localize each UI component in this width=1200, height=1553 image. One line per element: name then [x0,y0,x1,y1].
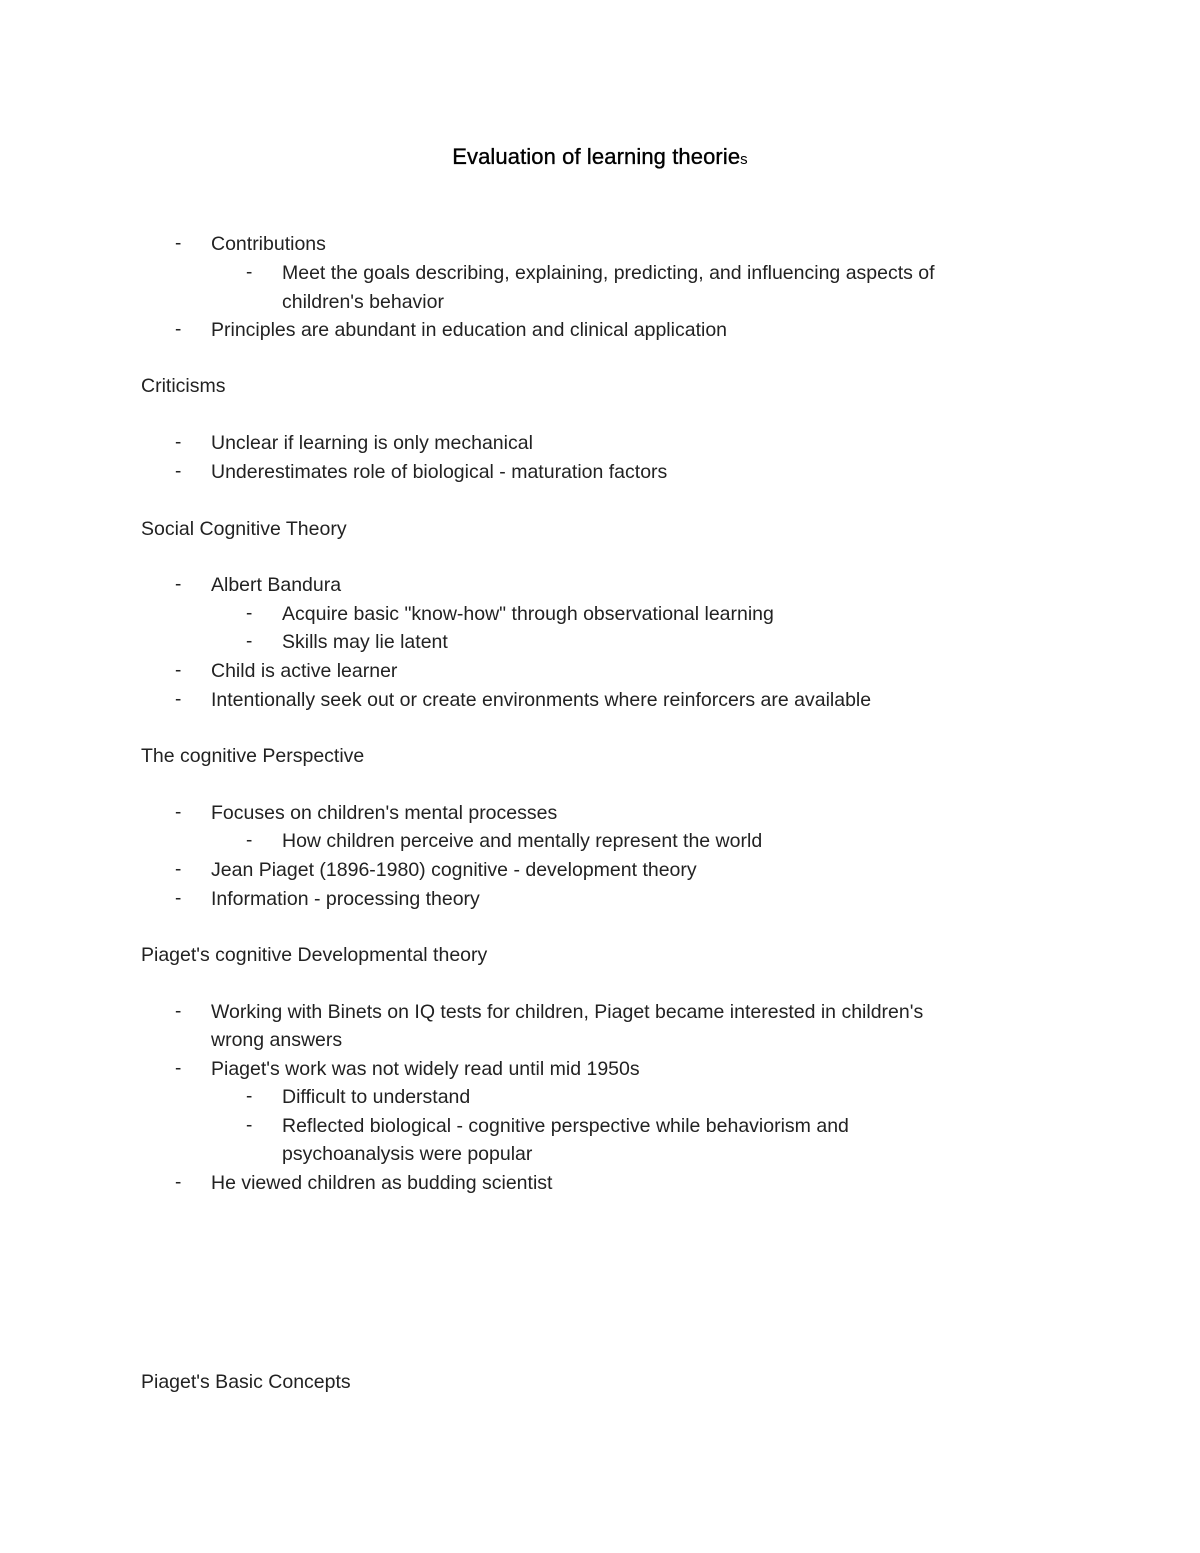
list-item: Child is active learner [211,660,398,682]
bullet-dash: - [175,319,182,340]
section-heading-social-cognitive-theory: Social Cognitive Theory [141,518,347,540]
list-item: Albert Bandura [211,574,342,596]
bullet-dash: - [246,1086,253,1107]
bullet-dash: - [246,631,253,652]
list-item: Working with Binets on IQ tests for children, Piaget became interested in children's [211,1001,924,1023]
bullet-dash: - [175,689,182,710]
bullet-dash: - [246,1115,253,1136]
list-item: Principles are abundant in education and clinical application [211,319,728,341]
bullet-dash: - [175,888,182,909]
section-heading-criticisms: Criticisms [141,375,226,397]
bullet-dash: - [175,1058,182,1079]
section-heading-piaget-basic-concepts: Piaget's Basic Concepts [141,1371,351,1393]
bullet-dash: - [246,830,253,851]
bullet-dash: - [175,660,182,681]
list-item-contributions: Contributions [211,233,326,255]
list-item: He viewed children as budding scientist [211,1172,553,1194]
document-title-tail: s [740,151,748,168]
list-subitem-continuation: psychoanalysis were popular [282,1143,533,1165]
bullet-dash: - [175,461,182,482]
list-item-continuation: wrong answers [211,1029,343,1051]
bullet-dash: - [246,262,253,283]
bullet-dash: - [175,859,182,880]
bullet-dash: - [175,574,182,595]
list-item: Information - processing theory [211,888,480,910]
list-item: Jean Piaget (1896-1980) cognitive - development theory [211,859,697,881]
list-subitem: Difficult to understand [282,1086,471,1108]
list-subitem: How children perceive and mentally represent the world [282,830,763,852]
list-subitem: Skills may lie latent [282,631,448,653]
document-title [0,143,1200,174]
list-subitem: Acquire basic "know-how" through observational learning [282,603,774,625]
list-item: Underestimates role of biological - maturation factors [211,461,668,483]
bullet-dash: - [175,802,182,823]
list-subitem: Meet the goals describing, explaining, predicting, and influencing aspects of [282,262,935,284]
bullet-dash: - [175,1001,182,1022]
list-item: Focuses on children's mental processes [211,802,558,824]
list-item: Intentionally seek out or create environments where reinforcers are available [211,689,872,711]
section-heading-piaget-developmental-theory: Piaget's cognitive Developmental theory [141,944,488,966]
document-title-main: Evaluation of learning theorie [452,144,741,169]
bullet-dash: - [175,233,182,254]
section-heading-cognitive-perspective: The cognitive Perspective [141,745,365,767]
list-subitem-continuation: children's behavior [282,291,444,313]
list-item: Unclear if learning is only mechanical [211,432,533,454]
list-subitem: Reflected biological - cognitive perspective while behaviorism and [282,1115,849,1137]
bullet-dash: - [175,1172,182,1193]
bullet-dash: - [175,432,182,453]
bullet-dash: - [246,603,253,624]
list-item: Piaget's work was not widely read until mid 1950s [211,1058,640,1080]
